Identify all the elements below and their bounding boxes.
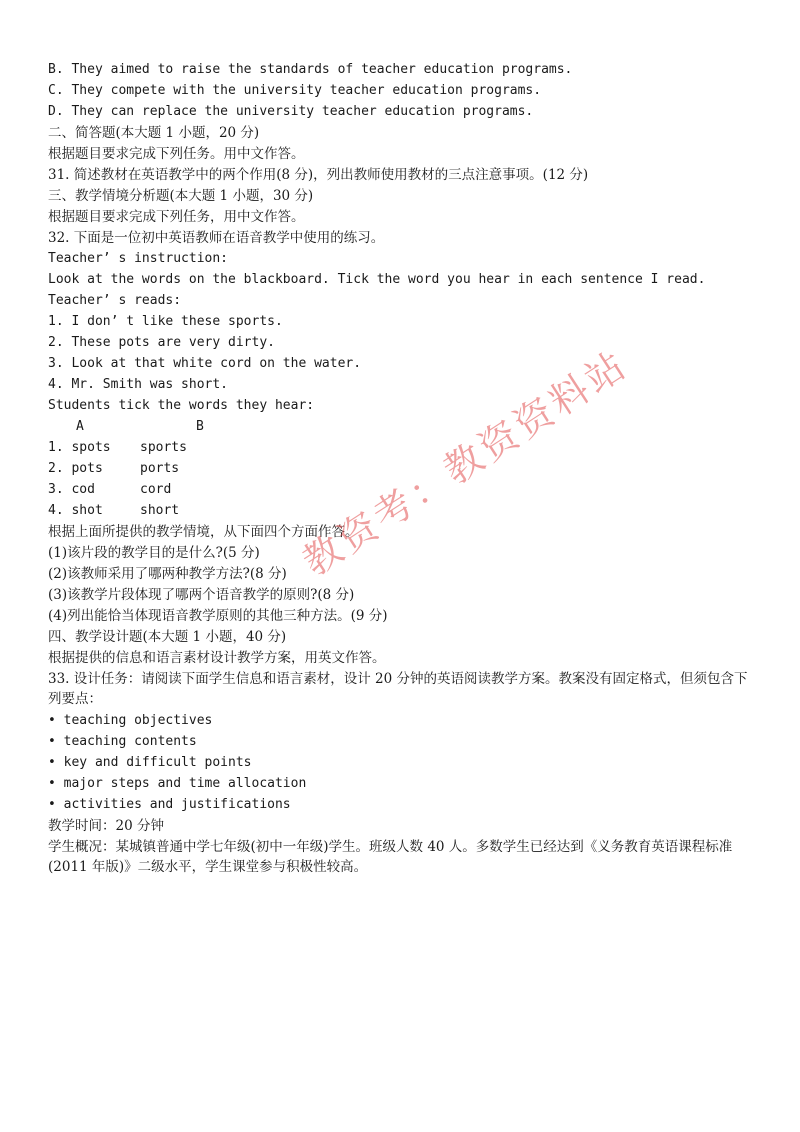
word-pair-a: 4. shot xyxy=(48,503,103,518)
bullet-item: • key and difficult points xyxy=(48,755,252,770)
section4-title: 四、教学设计题(本大题 1 小题，40 分) xyxy=(48,629,287,645)
teaching-time: 教学时间：20 分钟 xyxy=(48,818,164,834)
teacher-instruction: Look at the words on the blackboard. Tick the word you hear in each sentence I read. xyxy=(48,272,706,287)
option-d: D. They can replace the university teacher education programs. xyxy=(48,104,534,119)
word-pair-a: 1. spots xyxy=(48,440,111,455)
task-2: (2)该教师采用了哪两种教学方法?(8 分) xyxy=(48,566,287,582)
bullet-item: • activities and justifications xyxy=(48,797,291,812)
task-intro: 根据上面所提供的教学情境，从下面四个方面作答。 xyxy=(48,524,359,540)
task-1: (1)该片段的教学目的是什么?(5 分) xyxy=(48,545,260,561)
word-pair-b: ports xyxy=(140,461,180,476)
section2-title: 二、简答题(本大题 1 小题，20 分) xyxy=(48,125,260,141)
bullet-item: • teaching contents xyxy=(48,734,197,749)
task-4: (4)列出能恰当体现语音教学原则的其他三种方法。(9 分) xyxy=(48,608,388,624)
option-b: B. They aimed to raise the standards of teacher education programs. xyxy=(48,62,573,77)
watermark: 教资考：教资资料站 xyxy=(294,341,636,585)
column-b-header: B xyxy=(196,419,204,434)
teacher-instruction-label: Teacher’ s instruction: xyxy=(48,251,229,266)
students-tick-label: Students tick the words they hear: xyxy=(48,398,315,413)
section2-instruction: 根据题目要求完成下列任务。用中文作答。 xyxy=(48,146,305,162)
word-pair-b: short xyxy=(140,503,180,518)
column-a-header: A xyxy=(76,419,84,434)
section4-instruction: 根据提供的信息和语言素材设计教学方案，用英文作答。 xyxy=(48,650,386,666)
word-pair-b: cord xyxy=(140,482,172,497)
bullet-item: • major steps and time allocation xyxy=(48,776,307,791)
sentence-3: 3. Look at that white cord on the water. xyxy=(48,356,362,371)
sentence-1: 1. I don’ t like these sports. xyxy=(48,314,283,329)
word-pair-a: 3. cod xyxy=(48,482,95,497)
sentence-2: 2. These pots are very dirty. xyxy=(48,335,275,350)
bullet-item: • teaching objectives xyxy=(48,713,213,728)
section3-instruction: 根据题目要求完成下列任务，用中文作答。 xyxy=(48,209,305,225)
teacher-reads-label: Teacher’ s reads: xyxy=(48,293,182,308)
section3-title: 三、教学情境分析题(本大题 1 小题，30 分) xyxy=(48,188,314,204)
option-c: C. They compete with the university teacher education programs. xyxy=(48,83,542,98)
student-profile: 学生概况：某城镇普通中学七年级(初中一年级)学生。班级人数 40 人。多数学生已经达到《义务教育英语课程标准(2011 年版)》二级水平，学生课堂参与积极性较高。 xyxy=(48,839,733,875)
question-32-intro: 32. 下面是一位初中英语教师在语音教学中使用的练习。 xyxy=(48,230,385,246)
word-pair-b: sports xyxy=(140,440,187,455)
question-31: 31. 简述教材在英语教学中的两个作用(8 分)，列出教师使用教材的三点注意事项。(12 分) xyxy=(48,167,589,183)
word-pair-a: 2. pots xyxy=(48,461,103,476)
sentence-4: 4. Mr. Smith was short. xyxy=(48,377,229,392)
task-3: (3)该教学片段体现了哪两个语音教学的原则?(8 分) xyxy=(48,587,355,603)
question-33: 33. 设计任务：请阅读下面学生信息和语言素材，设计 20 分钟的英语阅读教学方案。教案没有固定格式，但须包含下列要点： xyxy=(48,671,748,707)
